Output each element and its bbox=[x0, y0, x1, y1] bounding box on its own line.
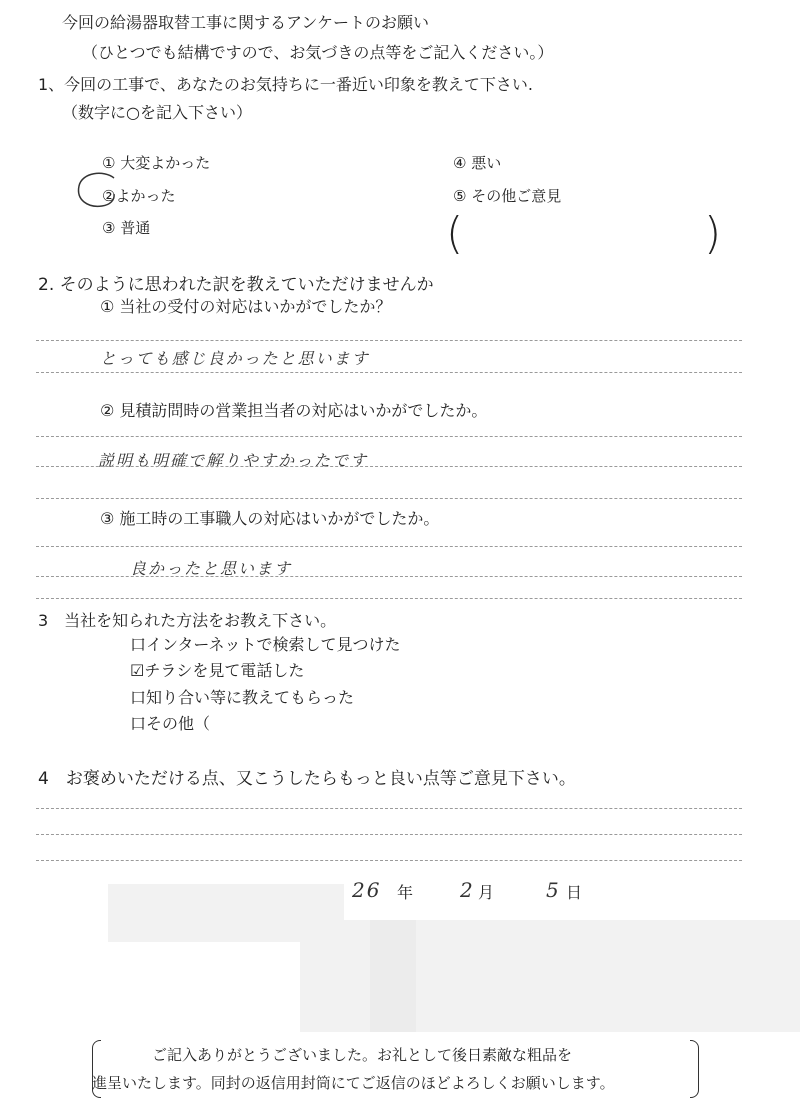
answer-line bbox=[36, 576, 742, 577]
answer-line bbox=[36, 808, 742, 809]
q1-comment-bracket-close: ) bbox=[704, 208, 722, 259]
answer-line bbox=[36, 466, 742, 467]
q2-answer-2[interactable]: 説明も明確で解りやすかったです bbox=[98, 451, 369, 470]
answer-line bbox=[36, 860, 742, 861]
answer-line bbox=[36, 340, 742, 341]
q1-option-3[interactable]: ③ 普通 bbox=[102, 219, 151, 237]
q1-option-2[interactable]: ②よかった bbox=[102, 187, 176, 205]
answer-line bbox=[36, 498, 742, 499]
date-day[interactable]: 5 bbox=[546, 878, 561, 902]
footer-line-2: 進呈いたします。同封の返信用封筒にてご返信のほどよろしくお願いします。 bbox=[92, 1074, 615, 1092]
date-month[interactable]: 2 bbox=[460, 878, 475, 902]
q3-option-flyer[interactable]: ☑チラシを見て電話した bbox=[130, 661, 305, 680]
q1-question: 1、今回の工事で、あなたのお気持ちに一番近い印象を教えて下さい. bbox=[38, 75, 533, 94]
date-year[interactable]: 26 bbox=[352, 878, 382, 902]
date-year-unit: 年 bbox=[397, 883, 414, 902]
answer-line bbox=[36, 598, 742, 599]
selection-circle-icon bbox=[74, 170, 124, 212]
q1-option-4[interactable]: ④ 悪い bbox=[453, 154, 502, 172]
q3-question: 3 当社を知られた方法をお教え下さい。 bbox=[38, 611, 337, 630]
q1-option-5[interactable]: ⑤ その他ご意見 bbox=[453, 187, 562, 205]
date-month-unit: 月 bbox=[478, 883, 495, 902]
q2-sub2: ② 見積訪問時の営業担当者の対応はいかがでしたか。 bbox=[100, 401, 488, 420]
q1-option-1[interactable]: ① 大変よかった bbox=[102, 154, 211, 172]
answer-line bbox=[36, 546, 742, 547]
q3-option-acquaintance[interactable]: 口知り合い等に教えてもらった bbox=[130, 688, 355, 707]
q4-question: 4 お褒めいただける点、又こうしたらもっと良い点等ご意見下さい。 bbox=[38, 769, 576, 789]
q2-answer-1[interactable]: とっても感じ良かったと思います bbox=[100, 349, 370, 368]
answer-line bbox=[36, 436, 742, 437]
footer-bracket-right bbox=[690, 1040, 699, 1098]
q3-option-other[interactable]: 口その他（ bbox=[130, 714, 211, 733]
q2-question: 2. そのように思われた訳を教えていただけませんか bbox=[38, 275, 434, 295]
redacted-area bbox=[370, 920, 416, 1032]
q1-comment-bracket-open: ( bbox=[446, 208, 464, 259]
date-day-unit: 日 bbox=[566, 883, 583, 902]
survey-title: 今回の給湯器取替工事に関するアンケートのお願い bbox=[62, 13, 430, 32]
q3-option-internet[interactable]: 口インターネットで検索して見つけた bbox=[130, 635, 401, 654]
footer-line-1: ご記入ありがとうございました。お礼として後日素敵な粗品を bbox=[152, 1046, 573, 1064]
survey-subtitle: （ひとつでも結構ですので、お気づきの点等をご記入ください。） bbox=[82, 43, 554, 62]
q2-sub1: ① 当社の受付の対応はいかがでしたか？ bbox=[100, 297, 392, 316]
answer-line bbox=[36, 372, 742, 373]
answer-line bbox=[36, 834, 742, 835]
q2-sub3: ③ 施工時の工事職人の対応はいかがでしたか。 bbox=[100, 509, 440, 528]
q1-instruction: （数字に○を記入下さい） bbox=[62, 103, 252, 122]
q2-answer-3[interactable]: 良かったと思います bbox=[130, 559, 293, 578]
